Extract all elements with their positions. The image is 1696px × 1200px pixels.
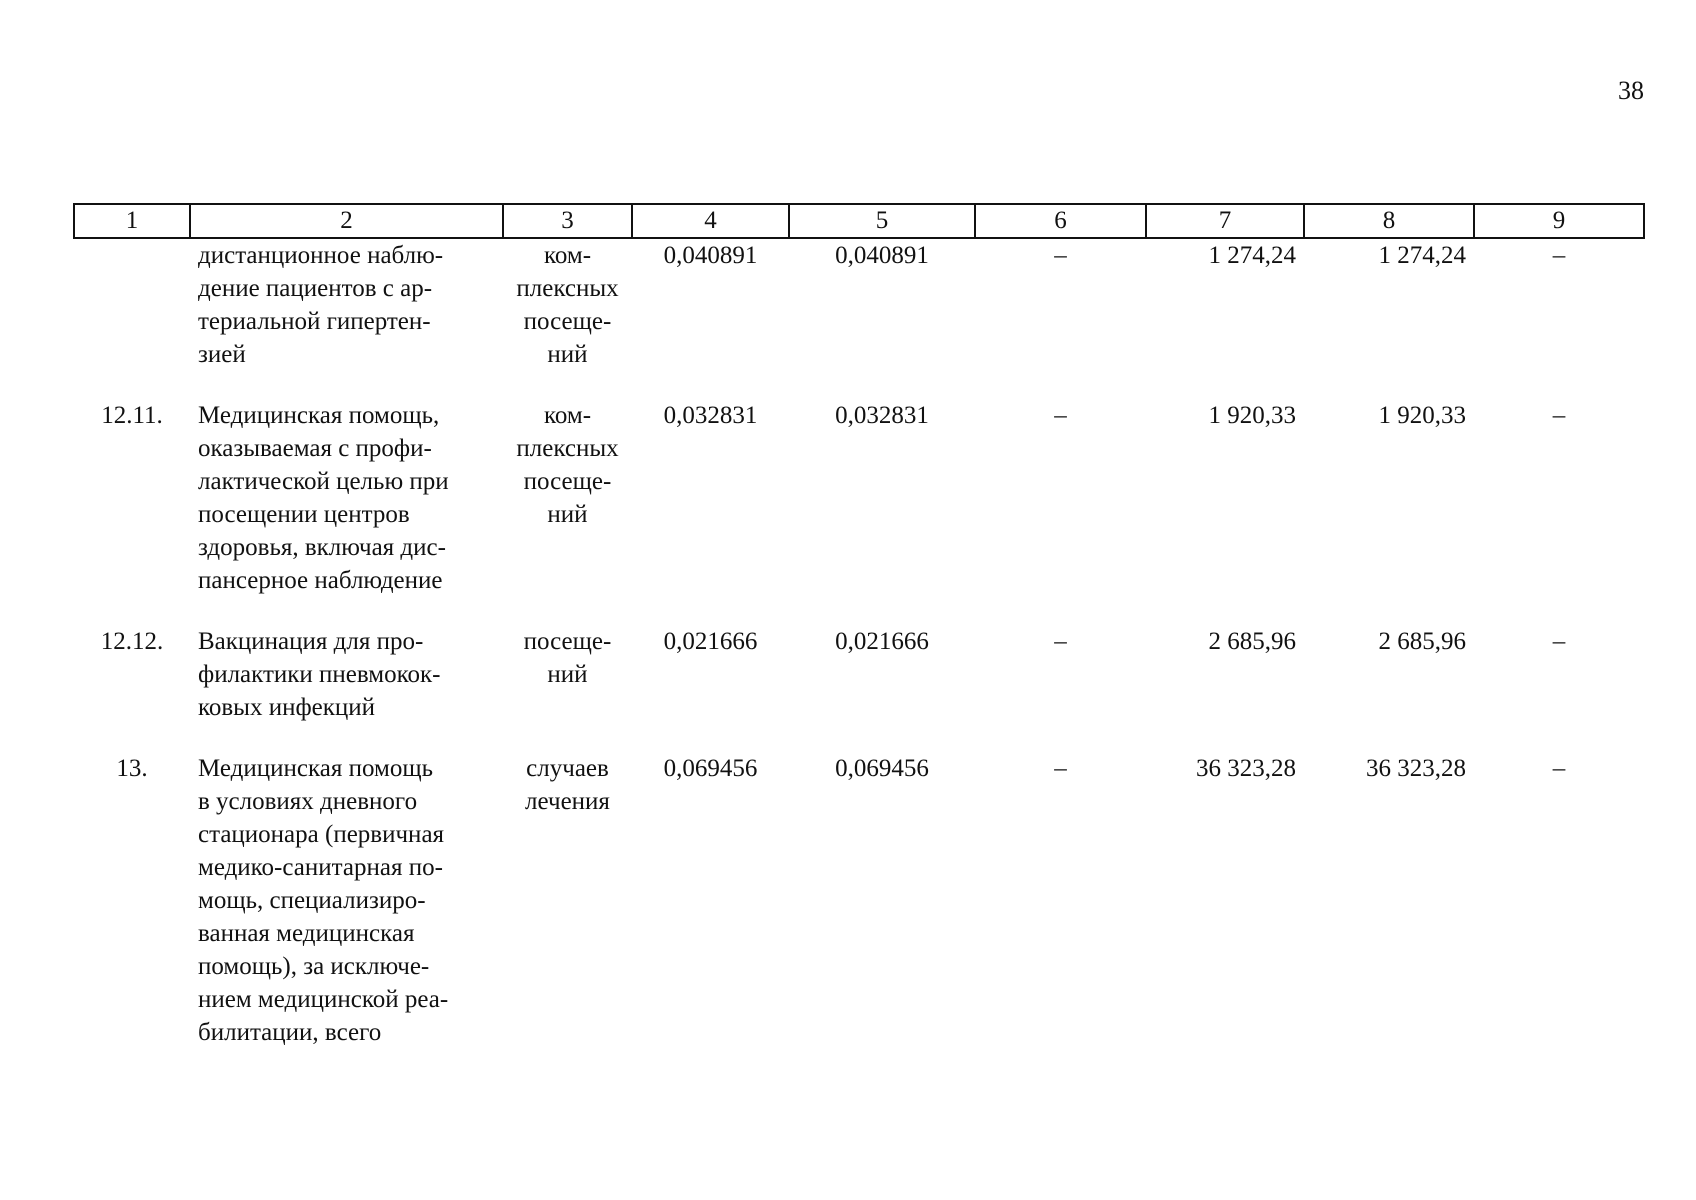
- row-number: 13.: [116, 755, 148, 782]
- row-unit: ком- плексных посеще- ний: [516, 402, 619, 528]
- row-col-7: 1 274,24: [1208, 242, 1296, 269]
- header-col-2: 2: [190, 204, 503, 238]
- row-unit: случаев лечения: [525, 755, 610, 815]
- header-col-7: 7: [1146, 204, 1304, 238]
- row-col-6: –: [1054, 628, 1067, 655]
- row-col-9: –: [1552, 242, 1566, 269]
- table-row: [74, 752, 1644, 1049]
- header-col-9: 9: [1474, 204, 1644, 238]
- row-col-8: 1 274,24: [1378, 242, 1466, 269]
- row-col-4: 0,069456: [663, 755, 758, 782]
- page-number: 38: [1618, 76, 1644, 105]
- data-table: [73, 203, 1645, 1049]
- row-col-9: –: [1552, 755, 1566, 782]
- row-name: дистанционное наблю- дение пациентов с ар- териальной гипертен- зией: [198, 242, 444, 368]
- row-col-8: 1 920,33: [1378, 402, 1466, 429]
- table-row: [74, 625, 1644, 724]
- row-spacer: [74, 597, 1644, 625]
- row-number: 12.11.: [101, 402, 163, 429]
- header-col-1: 1: [74, 204, 190, 238]
- row-col-5: 0,032831: [835, 402, 929, 429]
- header-col-6: 6: [975, 204, 1146, 238]
- row-col-8: 2 685,96: [1378, 628, 1466, 655]
- row-col-4: 0,021666: [663, 628, 758, 655]
- header-col-4: 4: [632, 204, 789, 238]
- row-col-6: –: [1054, 242, 1067, 269]
- row-col-7: 36 323,28: [1196, 755, 1296, 782]
- row-col-5: 0,021666: [835, 628, 929, 655]
- row-number: [74, 238, 190, 371]
- column-number-header-row: [74, 204, 1644, 238]
- row-col-5: 0,040891: [835, 242, 929, 269]
- row-col-5: 0,069456: [835, 755, 929, 782]
- row-spacer: [74, 724, 1644, 752]
- header-col-3: 3: [503, 204, 632, 238]
- row-name: Вакцинация для про- филактики пневмокок- ковых инфекций: [198, 628, 441, 721]
- header-col-5: 5: [789, 204, 975, 238]
- row-unit: посеще- ний: [523, 628, 612, 688]
- row-col-6: –: [1054, 755, 1067, 782]
- table-row: [74, 399, 1644, 597]
- header-col-8: 8: [1304, 204, 1474, 238]
- row-name: Медицинская помощь, оказываемая с профи- лактической целью при посещении центров здоровья, включая дис- пансерное наблюдение: [198, 402, 449, 594]
- row-name: Медицинская помощь в условиях дневного стационара (первичная медико-санитарная по- мощь, специализиро- ванная медицинская помощь), за исключе- нием медицинской реа- билитации, всего: [198, 755, 449, 1046]
- table-row: [74, 238, 1644, 371]
- row-col-8: 36 323,28: [1366, 755, 1466, 782]
- row-col-4: 0,040891: [663, 242, 758, 269]
- row-col-7: 2 685,96: [1208, 628, 1296, 655]
- row-col-7: 1 920,33: [1208, 402, 1296, 429]
- row-col-9: –: [1552, 628, 1566, 655]
- row-col-9: –: [1552, 402, 1566, 429]
- row-unit: ком- плексных посеще- ний: [516, 242, 619, 368]
- row-number: 12.12.: [100, 628, 164, 655]
- row-col-6: –: [1054, 402, 1067, 429]
- row-col-4: 0,032831: [663, 402, 758, 429]
- row-spacer: [74, 371, 1644, 399]
